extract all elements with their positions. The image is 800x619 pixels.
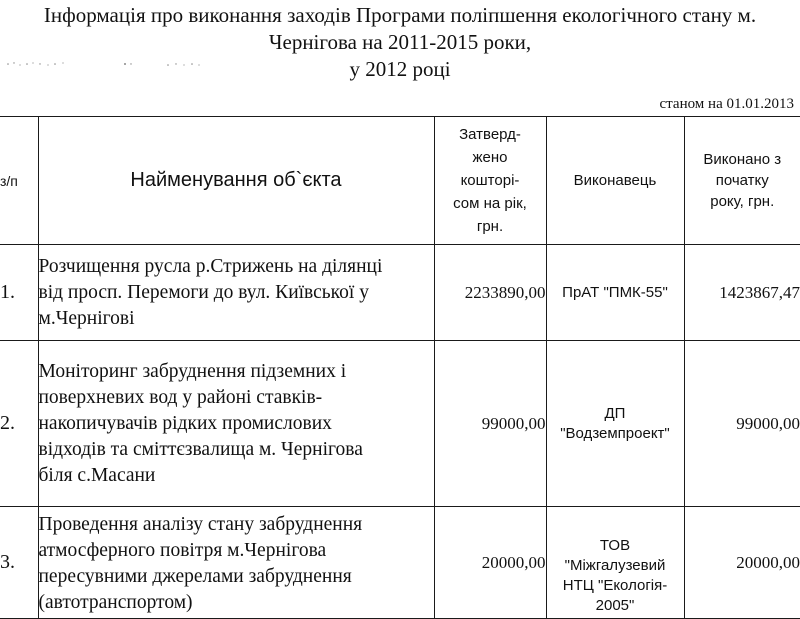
approved-budget: 99000,00 [434,341,546,507]
header-done-line: Виконано з [703,151,782,168]
table-row [0,245,800,341]
scan-noise [0,58,220,70]
document-title-line-1: Інформація про виконання заходів Програми поліпшення екологічного стану м. [43,3,757,27]
object-name-line: відходів та сміттєзвалища м. Чернігова [38,438,363,460]
executor-line: ПрАТ "ПМК-55" [562,283,668,301]
header-budget-line: Затверд- [459,126,521,143]
header-budget-line: сом на рік, [453,195,527,212]
object-name-line: накопичувачів рідких промислових [38,412,332,434]
header-executor: Виконавець [546,117,684,245]
executor-line: "Водземпроект" [560,424,670,442]
executor [546,245,684,341]
object-name-line: поверхневих вод у районі ставків- [38,386,323,408]
object-name-line: Розчищення русла р.Стрижень на ділянці [38,255,383,277]
approved-budget: 20000,00 [434,507,546,619]
object-name-line: пересувними джерелами забруднення [38,566,352,587]
object-name-line: м.Чернігові [38,307,135,329]
executor-line: "Міжгалузевий [564,557,666,574]
document-title-line-3: у 2012 році [349,57,451,81]
program-measures-table [0,116,800,619]
object-name-line: біля с.Масани [38,464,156,486]
header-completed [684,117,800,245]
completed-amount: 20000,00 [684,507,800,619]
executor-line: ДП [604,404,626,422]
object-name-line: від просп. Перемоги до вул. Київської у [38,281,369,303]
approved-budget: 2233890,00 [434,245,546,341]
header-object-name: Найменування об`єкта [38,117,434,245]
table-row [0,341,800,507]
table-header-row [0,117,800,245]
header-done-line: року, грн. [710,193,775,210]
header-number: з/п [0,117,38,245]
object-name [38,341,434,507]
executor-line: 2005" [595,597,635,614]
header-budget-line: грн. [476,218,504,235]
completed-amount: 1423867,47 [684,245,800,341]
row-number: 2. [0,341,38,507]
row-number: 1. [0,245,38,341]
table-row [0,507,800,619]
object-name [38,245,434,341]
document-title-line-2: Чернігова на 2011-2015 роки, [268,30,532,54]
header-approved-budget [434,117,546,245]
executor-line: НТЦ "Екологія- [562,577,668,594]
header-budget-line: жено [472,149,508,166]
object-name [38,507,434,619]
as-of-date: станом на 01.01.2013 [659,96,794,112]
object-name-line: атмосферного повітря м.Чернігова [38,540,327,561]
header-done-line: початку [715,172,769,189]
executor-line: ТОВ [599,537,631,554]
row-number: 3. [0,507,38,619]
object-name-line: (автотранспортом) [38,592,193,613]
object-name-line: Проведення аналізу стану забруднення [38,514,363,535]
header-budget-line: кошторі- [460,172,520,189]
object-name-line: Моніторинг забруднення підземних і [38,360,347,382]
executor [546,507,684,619]
completed-amount: 99000,00 [684,341,800,507]
executor [546,341,684,507]
